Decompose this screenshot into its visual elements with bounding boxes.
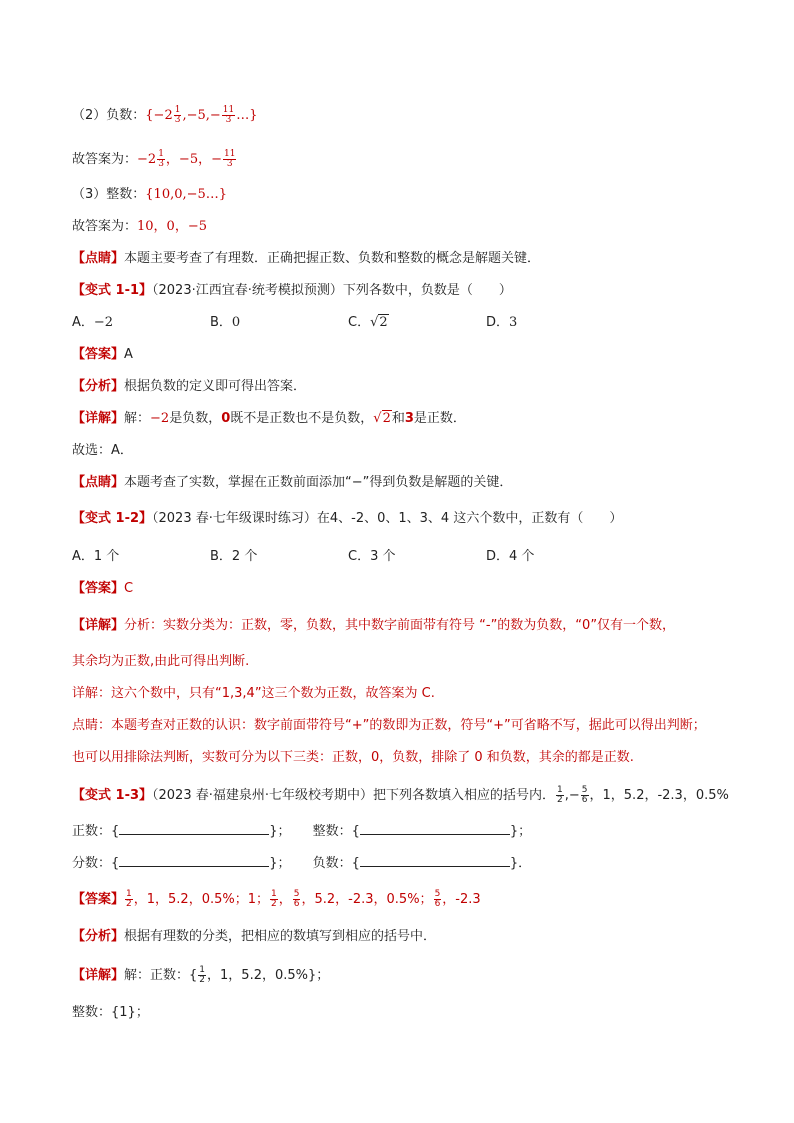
answer-line: 【答案】A: [72, 347, 133, 362]
negative-set-line: [72, 106, 258, 125]
fraction-blank[interactable]: [119, 854, 269, 867]
option-c: C．3 个: [348, 549, 396, 564]
choice-line: 故选：A．: [72, 443, 133, 458]
detail-line: 【详解】解：−2是负数，0既不是正数也不是负数，√2和3是正数．: [72, 411, 466, 426]
negative-blank[interactable]: [360, 854, 510, 867]
detail-line: 【详解】分析：实数分类为：正数，零，负数，其中数字前面带有符号 “-”的数为负数，“0”仅有一个数，: [72, 618, 676, 633]
detail-line-3: 详解：这六个数中，只有“1,3,4”这三个数为正数，故答案为 C.: [72, 686, 435, 701]
analysis-line: 【分析】根据负数的定义即可得出答案．: [72, 379, 307, 394]
option-a: A．−2: [72, 315, 114, 330]
sqrt-symbol: √2: [370, 315, 388, 330]
option-b: B．2 个: [210, 549, 258, 564]
note-line: 点睛：本题考查对正数的认识：数字前面带符号“+”的数即为正数，符号“+”可省略不写，据此可以得出判断；: [72, 718, 706, 733]
option-d: D．3: [486, 315, 518, 330]
positive-blank[interactable]: [119, 822, 269, 835]
integer-set-line: （3）整数：{10,0,−5…}: [72, 187, 228, 202]
note-line: 【点睛】本题主要考查了有理数．正确把握正数、负数和整数的概念是解题关键．: [72, 251, 541, 266]
integer-blank[interactable]: [360, 822, 510, 835]
fill-row-2: 分数：{ }； 负数：{ }．: [72, 856, 532, 871]
answer-line: 故答案为：10，0，−5: [72, 219, 207, 234]
integer-line: 整数：{1}；: [72, 1005, 149, 1020]
sqrt-symbol: √2: [373, 411, 391, 426]
math-set: {−2 $\frac{1}{3}$ ,−5,− $\frac{11}{3}$ …}: [145, 105, 258, 125]
option-a: A．1 个: [72, 549, 120, 564]
question-1-1: 【变式 1-1】（2023·江西宜春·统考模拟预测）下列各数中，负数是（ ）: [72, 283, 512, 298]
fill-row-1: 正数：{ }； 整数：{ }；: [72, 824, 532, 839]
option-c: C．√2: [348, 315, 388, 330]
answer-line: 【答案】 $\frac{1}{2}$ ，1，5.2，0.5%；1； $\frac{1}{2}$ ， $\frac{5}{6}$ ，5.2，-2.3，0.5%； $\frac{5}{6}$ ，-2.3: [72, 889, 481, 909]
detail-line-2: 其余均为正数,由此可得出判断.: [72, 654, 250, 669]
answer-line: 故答案为：−2 $\frac{1}{3}$ ，−5，− $\frac{11}{3}$: [72, 149, 236, 169]
analysis-line: 【分析】根据有理数的分类，把相应的数填写到相应的括号中．: [72, 929, 437, 944]
question-1-2: 【变式 1-2】（2023 春·七年级课时练习）在4、-2、0、1、3、4 这六个数中，正数有（ ）: [72, 511, 623, 526]
detail-line: 【详解】解：正数：{ $\frac{1}{2}$ ，1，5.2，0.5%}；: [72, 965, 330, 985]
note-line: 【点睛】本题考查了实数，掌握在正数前面添加“−”得到负数是解题的关键．: [72, 475, 513, 490]
question-1-3: 【变式 1-3】（2023 春·福建泉州·七年级校考期中）把下列各数填入相应的括号内． $\frac{1}{2}$ ,− $\frac{5}{6}$ ，1，5.2，-2.3，0.5%: [72, 785, 729, 805]
answer-line: 【答案】C: [72, 581, 134, 596]
line-prefix: （2）负数：: [72, 108, 146, 123]
option-b: B．0: [210, 315, 241, 330]
note-line-2: 也可以用排除法判断，实数可分为以下三类：正数，0，负数，排除了 0 和负数，其余的都是正数.: [72, 750, 634, 765]
option-d: D．4 个: [486, 549, 535, 564]
